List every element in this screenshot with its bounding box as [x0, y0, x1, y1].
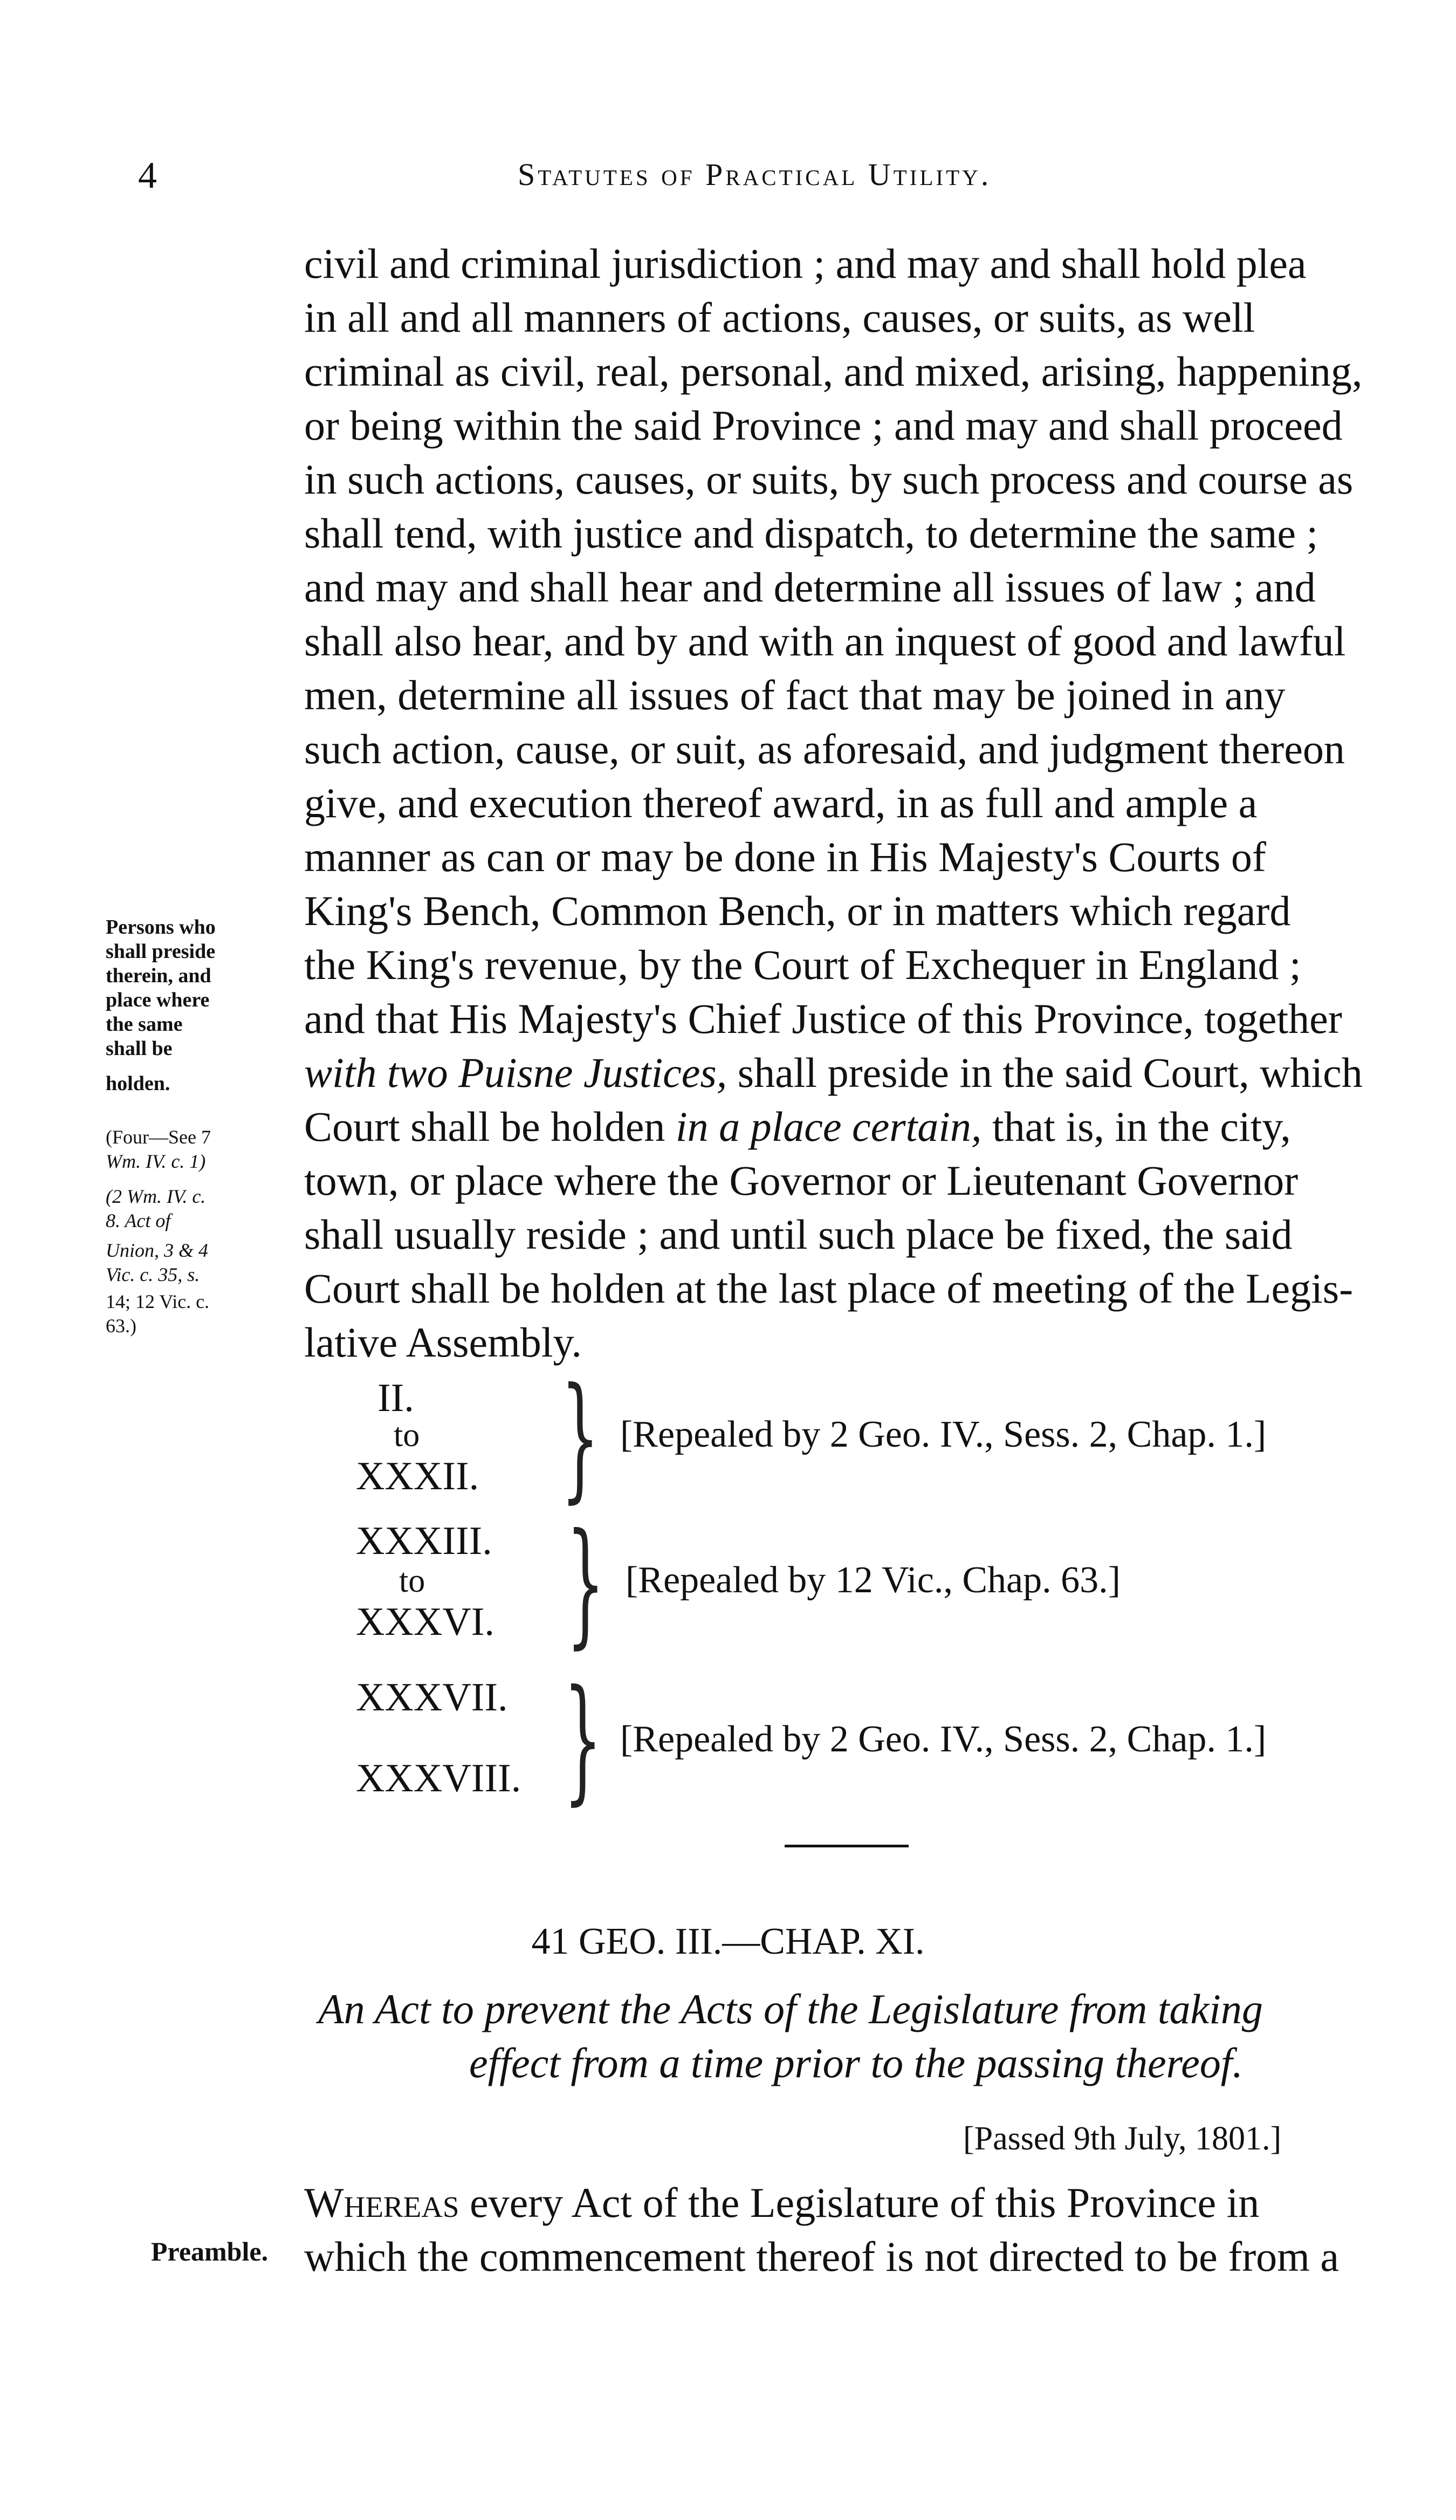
- margin-ref-line: Vic. c. 35, s.: [106, 1264, 200, 1285]
- margin-note-line: place where: [106, 989, 210, 1011]
- body-line: the King's revenue, by the Court of Exchequer in England ;: [304, 941, 1301, 988]
- text-run: every Act of the Legislature of this Province in: [459, 2179, 1260, 2226]
- margin-note-line: the same: [106, 1013, 183, 1036]
- body-line: King's Bench, Common Bench, or in matters which regard: [304, 887, 1291, 934]
- body-line: or being within the said Province ; and may and shall proceed: [304, 402, 1343, 449]
- margin-note-line: shall be: [106, 1037, 173, 1060]
- margin-note-preamble: Preamble.: [151, 2236, 269, 2266]
- body-line: in all and all manners of actions, causes, or suits, as well: [304, 294, 1255, 341]
- page-number: 4: [138, 155, 157, 196]
- margin-ref-line: Union, 3 & 4: [106, 1240, 209, 1261]
- body-line-mixed: [304, 1049, 1363, 1096]
- body-line: lative Assembly.: [304, 1319, 582, 1366]
- body-line: shall tend, with justice and dispatch, to determine the same ;: [304, 510, 1318, 557]
- brace: }: [564, 1661, 602, 1818]
- text-run: shall preside in the said Court, which: [727, 1049, 1363, 1096]
- section-number-from: XXXVII.: [356, 1675, 508, 1720]
- act-description-line: An Act to prevent the Acts of the Legislature from taking: [318, 1985, 1263, 2032]
- preamble-line: [304, 2179, 1260, 2226]
- running-title: Statutes of Practical Utility.: [518, 157, 992, 192]
- repealed-note: [Repealed by 2 Geo. IV., Sess. 2, Chap. 1.]: [620, 1414, 1267, 1455]
- margin-ref-line: (Four—See 7: [106, 1126, 211, 1148]
- margin-ref-line: 8. Act of: [106, 1210, 171, 1231]
- brace: }: [561, 1359, 600, 1516]
- body-line: such action, cause, or suit, as aforesaid, and judgment thereon: [304, 725, 1345, 772]
- section-number-from: XXXIII.: [356, 1519, 492, 1563]
- margin-note-line: therein, and: [106, 964, 211, 987]
- preamble-first-word: Whereas: [304, 2179, 459, 2226]
- body-line: civil and criminal jurisdiction ; and may and shall hold plea: [304, 240, 1307, 287]
- body-line: give, and execution thereof award, in as full and ample a: [304, 779, 1258, 826]
- body-line-mixed: [304, 1103, 1291, 1150]
- margin-ref-line: (2 Wm. IV. c.: [106, 1186, 206, 1207]
- body-line: criminal as civil, real, personal, and mixed, arising, happening,: [304, 348, 1363, 395]
- body-line: shall also hear, and by and with an inquest of good and lawful: [304, 618, 1346, 665]
- act-title: 41 GEO. III.—CHAP. XI.: [531, 1921, 925, 1962]
- passed-date: [Passed 9th July, 1801.]: [963, 2120, 1282, 2157]
- section-number-to: XXXVIII.: [356, 1756, 521, 1800]
- section-divider: [785, 1845, 909, 1847]
- body-line: manner as can or may be done in His Majesty's Courts of: [304, 833, 1266, 880]
- body-line: in such actions, causes, or suits, by such process and course as: [304, 456, 1354, 503]
- margin-note-line: shall preside: [106, 940, 216, 963]
- preamble-line: which the commencement thereof is not directed to be from a: [304, 2233, 1339, 2280]
- repealed-note: [Repealed by 2 Geo. IV., Sess. 2, Chap. 1.]: [620, 1718, 1267, 1760]
- body-line: men, determine all issues of fact that may be joined in any: [304, 672, 1286, 718]
- margin-ref-line: 14; 12 Vic. c.: [106, 1291, 210, 1312]
- margin-ref-line: Wm. IV. c. 1): [106, 1151, 206, 1172]
- margin-note-line: holden.: [106, 1072, 170, 1095]
- section-number-from: II.: [377, 1376, 414, 1420]
- text-run: Court shall be holden: [304, 1103, 676, 1150]
- italic-phrase: in a place certain,: [675, 1103, 982, 1150]
- act-description-line: effect from a time prior to the passing thereof.: [469, 2039, 1243, 2086]
- section-to-word: to: [394, 1417, 420, 1454]
- body-line: shall usually reside ; and until such place be fixed, the said: [304, 1211, 1293, 1258]
- section-to-word: to: [399, 1563, 425, 1599]
- body-line: and that His Majesty's Chief Justice of this Province, together: [304, 995, 1342, 1042]
- body-line: town, or place where the Governor or Lieutenant Governor: [304, 1157, 1299, 1204]
- section-number-to: XXXVI.: [356, 1600, 495, 1644]
- body-line: and may and shall hear and determine all issues of law ; and: [304, 564, 1316, 611]
- repealed-note: [Repealed by 12 Vic., Chap. 63.]: [626, 1559, 1121, 1601]
- margin-ref-line: 63.): [106, 1315, 136, 1337]
- section-number-to: XXXII.: [356, 1454, 479, 1498]
- text-run: that is, in the city,: [981, 1103, 1291, 1150]
- brace: }: [566, 1504, 605, 1661]
- margin-note-line: Persons who: [106, 916, 216, 939]
- italic-phrase: with two Puisne Justices,: [304, 1049, 727, 1096]
- body-line: Court shall be holden at the last place of meeting of the Legis-: [304, 1265, 1354, 1312]
